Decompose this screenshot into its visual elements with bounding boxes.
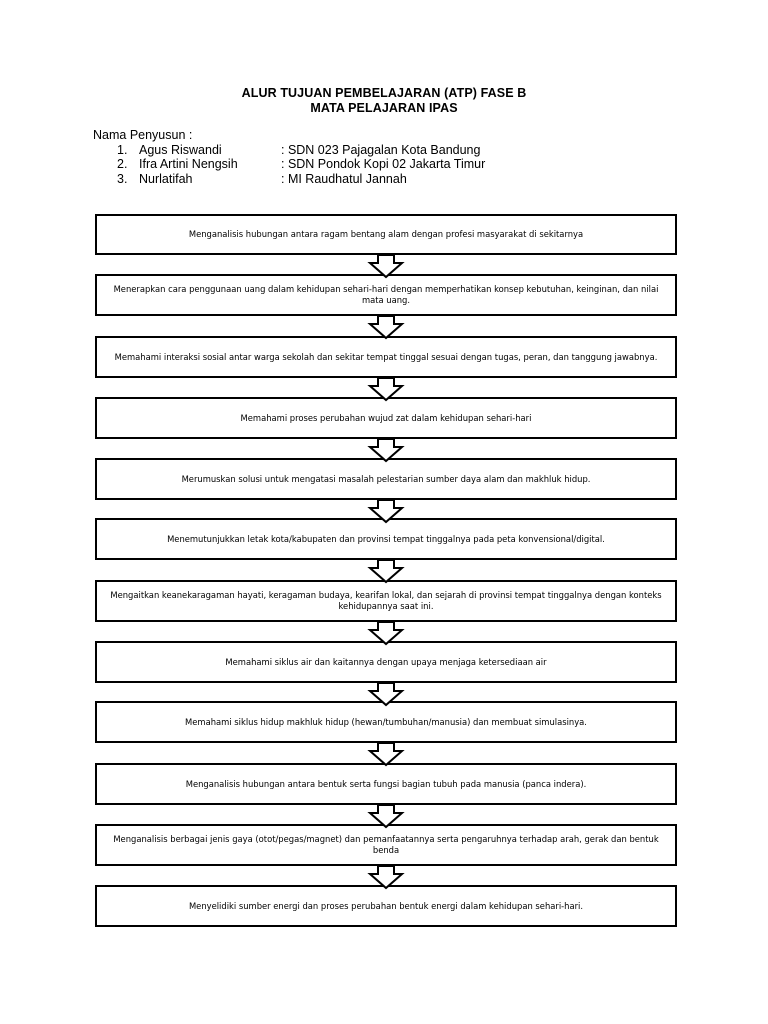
down-arrow-icon <box>366 622 406 646</box>
author-number: 2. <box>117 157 128 171</box>
flow-step-10: Menganalisis hubungan antara bentuk serta fungsi bagian tubuh pada manusia (panca indera). <box>95 763 677 805</box>
down-arrow-icon <box>366 683 406 707</box>
flow-step-12: Menyelidiki sumber energi dan proses perubahan bentuk energi dalam kehidupan sehari-hari. <box>95 885 677 927</box>
flow-step-4: Memahami proses perubahan wujud zat dalam kehidupan sehari-hari <box>95 397 677 439</box>
down-arrow-icon <box>366 866 406 890</box>
down-arrow-icon <box>366 560 406 584</box>
author-name: Nurlatifah <box>139 171 193 186</box>
down-arrow-icon <box>366 378 406 402</box>
author-name: Agus Riswandi <box>139 142 222 157</box>
author-label: Nama Penyusun : <box>93 128 193 142</box>
down-arrow-icon <box>366 439 406 463</box>
author-name: Ifra Artini Nengsih <box>139 157 238 171</box>
flow-step-6: Menemutunjukkan letak kota/kabupaten dan provinsi tempat tinggalnya pada peta konvensional/digital. <box>95 518 677 560</box>
flow-step-7: Mengaitkan keanekaragaman hayati, keragaman budaya, kearifan lokal, dan sejarah di provinsi tempat tinggalnya dengan konteks kehidupannya saat ini. <box>95 580 677 622</box>
flow-step-8: Memahami siklus air dan kaitannya dengan upaya menjaga ketersediaan air <box>95 641 677 683</box>
flow-step-1: Menganalisis hubungan antara ragam bentang alam dengan profesi masyarakat di sekitarnya <box>95 214 677 255</box>
down-arrow-icon <box>366 743 406 767</box>
title-line-1: ALUR TUJUAN PEMBELAJARAN (ATP) FASE B <box>241 86 527 100</box>
flow-step-5: Merumuskan solusi untuk mengatasi masalah pelestarian sumber daya alam dan makhluk hidup. <box>95 458 677 500</box>
flow-step-2: Menerapkan cara penggunaan uang dalam kehidupan sehari-hari dengan memperhatikan konsep kebutuhan, keinginan, dan nilai mata uang. <box>95 274 677 316</box>
author-school: : SDN Pondok Kopi 02 Jakarta Timur <box>281 157 486 171</box>
author-school: : SDN 023 Pajagalan Kota Bandung <box>281 142 481 157</box>
flow-step-11: Menganalisis berbagai jenis gaya (otot/pegas/magnet) dan pemanfaatannya serta pengaruhnya terhadap arah, gerak dan bentuk benda <box>95 824 677 866</box>
down-arrow-icon <box>366 316 406 340</box>
down-arrow-icon <box>366 500 406 524</box>
author-number: 1. <box>117 142 128 157</box>
title-line-2: MATA PELAJARAN IPAS <box>310 101 458 115</box>
author-school: : MI Raudhatul Jannah <box>281 171 407 186</box>
flow-step-3: Memahami interaksi sosial antar warga sekolah dan sekitar tempat tinggal sesuai dengan tugas, peran, dan tanggung jawabnya. <box>95 336 677 378</box>
author-number: 3. <box>117 171 128 186</box>
down-arrow-icon <box>366 255 406 279</box>
flow-step-9: Memahami siklus hidup makhluk hidup (hewan/tumbuhan/manusia) dan membuat simulasinya. <box>95 701 677 743</box>
down-arrow-icon <box>366 805 406 829</box>
